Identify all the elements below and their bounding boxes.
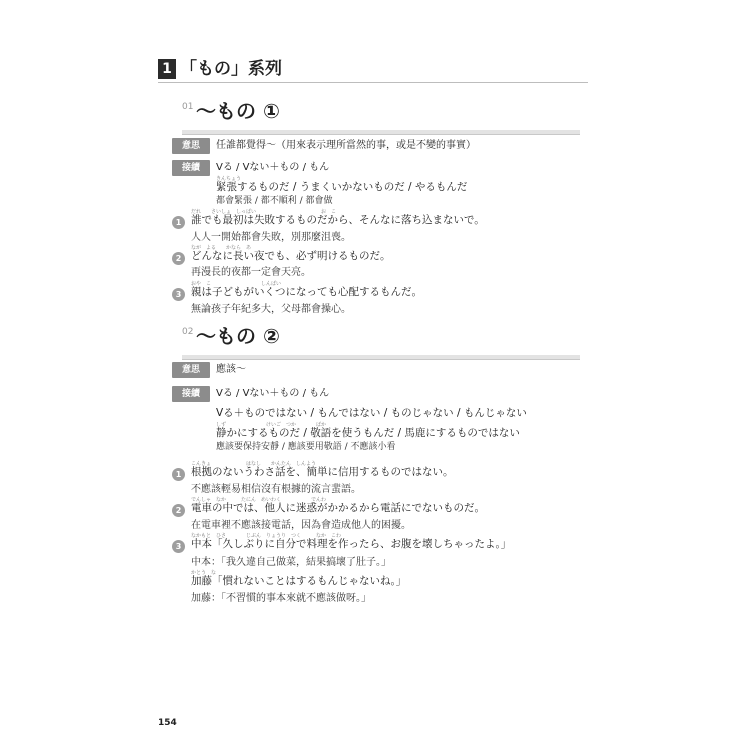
- chapter-header: [158, 58, 588, 80]
- example-translation: 人人一開始都會失敗，別那麼沮喪。: [191, 232, 351, 243]
- chapter-title: 「もの」系列: [180, 59, 282, 79]
- usage-text: Vる / Vない＋もの / もん: [216, 388, 330, 399]
- example-number: 2: [172, 504, 185, 517]
- example-translation: 無論孩子年紀多大，父母都會操心。: [191, 304, 351, 315]
- section-divider-line: [182, 134, 580, 135]
- example-translation: 中本：「我久違自己做菜，結果搞壞了肚子。」: [191, 557, 391, 568]
- example-furigana: なが よる かなら あ: [191, 245, 252, 251]
- example-japanese: どんなに長い夜でも、必ず明けるものだ。: [191, 250, 391, 262]
- example-furigana: かとう な: [191, 570, 217, 576]
- usage-text: Vる / Vない＋もの / もん: [216, 162, 330, 173]
- section-divider-line: [182, 359, 580, 360]
- chapter-number: 1: [158, 59, 176, 79]
- meaning-text: 應該～: [216, 364, 246, 375]
- example-translation: 不應該輕易相信沒有根據的流言蜚語。: [191, 484, 361, 495]
- example-furigana: こんきょ はなし かんたん しんよう: [191, 461, 317, 467]
- example-translation: 在電車裡不應該接電話，因為會造成他人的困擾。: [191, 520, 411, 531]
- section-title: ～もの ②: [196, 324, 280, 348]
- example-translation: 再漫長的夜都一定會天亮。: [191, 267, 311, 278]
- meaning-text: 任誰都覺得～（用來表示理所當然的事，或是不變的事實）: [216, 140, 476, 151]
- example-number: 3: [172, 540, 185, 553]
- usage-label: 接續: [172, 160, 210, 176]
- example-japanese: 中本「久しぶりに自分で料理を作ったら、お腹を壊しちゃったよ。」: [191, 538, 512, 550]
- chapter-divider: [158, 82, 588, 83]
- usage-label: 接續: [172, 386, 210, 402]
- example-japanese: 親は子どもがいくつになっても心配するもんだ。: [191, 286, 422, 298]
- usage-examples: 静かにするものだ / 敬語を使うもんだ / 馬鹿にするものではない: [216, 427, 520, 439]
- section-number: 02: [182, 327, 194, 337]
- example-number: 2: [172, 252, 185, 265]
- example-japanese: 根拠のないうわさ話を、簡単に信用するものではない。: [191, 466, 454, 478]
- example-number: 1: [172, 468, 185, 481]
- usage-examples-furigana: きんちょう: [216, 176, 242, 182]
- usage-negative: Vる＋ものではない / もんではない / ものじゃない / もんじゃない: [216, 407, 527, 419]
- meaning-label: 意思: [172, 362, 210, 378]
- example-japanese: 電車の中では、他人に迷惑がかかるから電話にでないものだ。: [191, 502, 485, 514]
- page-number: 154: [158, 718, 177, 728]
- section-number: 01: [182, 102, 194, 112]
- example-number: 3: [172, 288, 185, 301]
- example-furigana: なかもと ひさ じぶん りょうり つく なか こわ: [191, 533, 342, 539]
- section-01-header: [182, 98, 580, 144]
- section-title: ～もの ①: [196, 99, 280, 123]
- example-furigana: でんしゃ なか たにん めいわく でんわ: [191, 497, 327, 503]
- example-furigana: だれ さいしょ しっぱい お こ: [191, 209, 337, 215]
- usage-translation: 都會緊張 / 都不順利 / 都會做: [216, 196, 333, 206]
- example-japanese: 誰でも最初は失敗するものだから、そんなに落ち込まないで。: [191, 214, 485, 226]
- example-translation: 加藤：「不習慣的事本來就不應該做呀。」: [191, 593, 371, 604]
- usage-examples-furigana: しず けいご つか ばか: [216, 422, 327, 428]
- meaning-label: 意思: [172, 138, 210, 154]
- example-furigana: おや こ しんぱい: [191, 281, 282, 287]
- example-japanese: 加藤「慣れないことはするもんじゃないね。」: [191, 575, 407, 587]
- example-number: 1: [172, 216, 185, 229]
- usage-translation: 應該要保持安靜 / 應該要用敬語 / 不應該小看: [216, 442, 396, 452]
- usage-examples: 緊張するものだ / うまくいかないものだ / やるもんだ: [216, 181, 468, 193]
